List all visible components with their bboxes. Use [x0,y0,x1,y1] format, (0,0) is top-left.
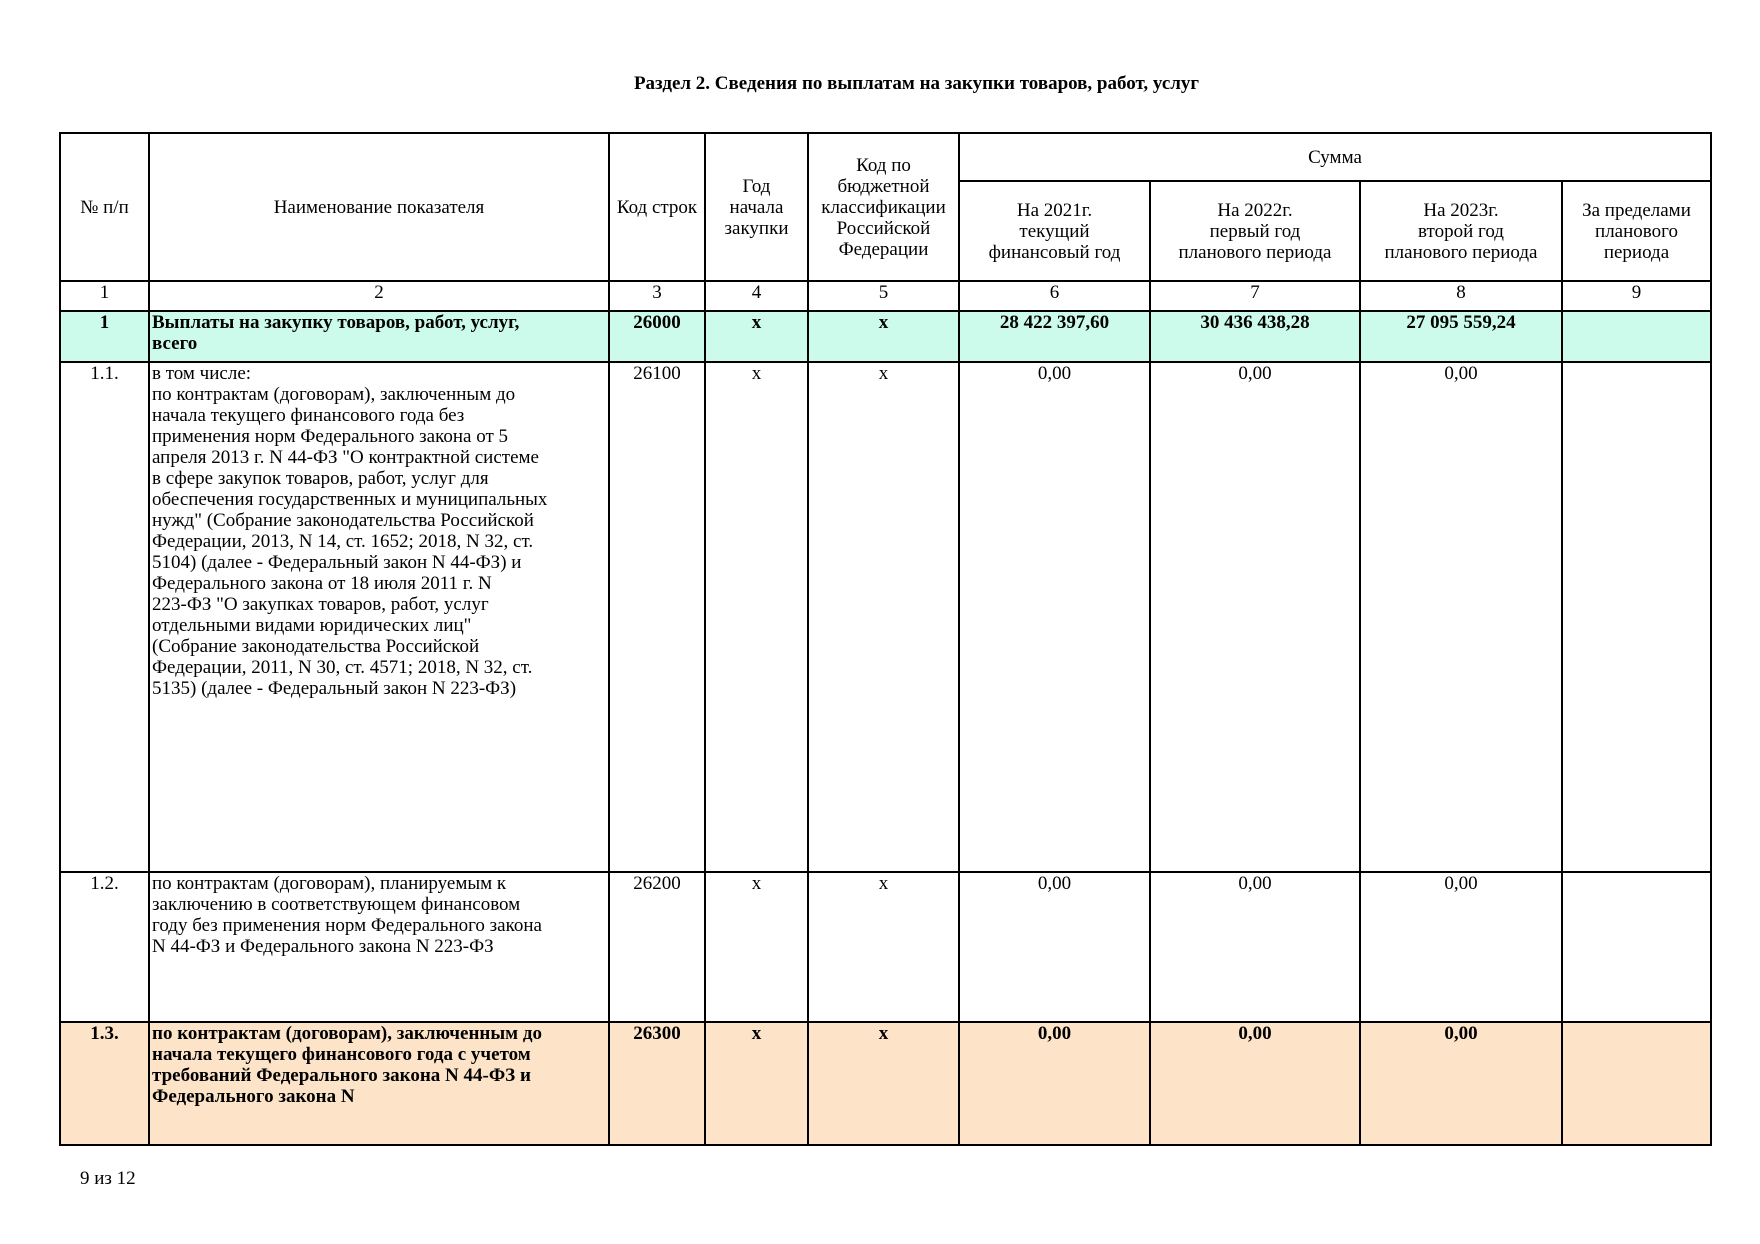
payments-table [59,132,1712,1146]
row-2021: 0,00 [959,362,1150,872]
row-year: x [705,872,808,1022]
row-code: 26100 [609,362,705,872]
table-row-highlight [60,1022,1711,1145]
table-row-total [60,311,1711,362]
row-2023: 0,00 [1360,872,1562,1022]
header-kbk: Код по бюджетной классификации Российской Федерации [808,133,959,281]
row-2022: 0,00 [1150,1022,1360,1145]
col-number: 4 [705,281,808,311]
row-kbk: x [808,362,959,872]
row-num: 1.2. [60,872,149,1022]
row-kbk: x [808,1022,959,1145]
row-year: x [705,362,808,872]
row-2023: 0,00 [1360,1022,1562,1145]
header-code: Код строк [609,133,705,281]
row-2023: 27 095 559,24 [1360,311,1562,362]
col-number: 3 [609,281,705,311]
row-beyond [1562,311,1711,362]
row-2022: 0,00 [1150,362,1360,872]
header-2022: На 2022г. первый год планового периода [1150,181,1360,281]
row-name: по контрактам (договорам), планируемым к заключению в соответствующем финансовом году без применения норм Федерального закона N 44-ФЗ и Федерального закона N 223-ФЗ [149,872,609,1022]
section-title: Раздел 2. Сведения по выплатам на закупки товаров, работ, услуг [633,73,1200,94]
col-number: 8 [1360,281,1562,311]
page-number: 9 из 12 [80,1168,136,1189]
row-code: 26200 [609,872,705,1022]
row-2022: 30 436 438,28 [1150,311,1360,362]
row-code: 26000 [609,311,705,362]
row-name: Выплаты на закупку товаров, работ, услуг, всего [149,311,609,362]
header-2021: На 2021г. текущий финансовый год [959,181,1150,281]
row-name: в том числе: по контрактам (договорам), заключенным до начала текущего финансового года без применения норм Федерального закона от 5 апреля 2013 г. N 44-ФЗ "О контрактной системе в сфере закупок товаров, работ, услуг для обеспечения государственных и муниципальных нужд" (Собрание законодательства Российской Федерации, 2013, N 14, ст. 1652; 2018, N 32, ст. 5104) (далее - Федеральный закон N 44-ФЗ) и Федерального закона от 18 июля 2011 г. N 223-ФЗ "О закупках товаров, работ, услуг отдельными видами юридических лиц" (Собрание законодательства Российской Федерации, 2011, N 30, ст. 4571; 2018, N 32, ст. 5135) (далее - Федеральный закон N 223-ФЗ) [149,362,609,872]
row-num: 1.3. [60,1022,149,1145]
col-number: 1 [60,281,149,311]
row-2021: 28 422 397,60 [959,311,1150,362]
header-name: Наименование показателя [149,133,609,281]
table-row [60,362,1711,872]
table-row [60,872,1711,1022]
row-2021: 0,00 [959,872,1150,1022]
row-code: 26300 [609,1022,705,1145]
header-sum: Сумма [959,133,1711,181]
row-kbk: x [808,311,959,362]
row-beyond [1562,1022,1711,1145]
row-year: x [705,1022,808,1145]
row-name: по контрактам (договорам), заключенным до начала текущего финансового года с учетом требований Федерального закона N 44-ФЗ и Федерального закона N [149,1022,609,1145]
row-beyond [1562,362,1711,872]
row-kbk: x [808,872,959,1022]
col-number: 2 [149,281,609,311]
header-year: Год начала закупки [705,133,808,281]
header-2023: На 2023г. второй год планового периода [1360,181,1562,281]
col-number: 5 [808,281,959,311]
row-2023: 0,00 [1360,362,1562,872]
col-number: 9 [1562,281,1711,311]
header-num: № п/п [60,133,149,281]
row-year: x [705,311,808,362]
row-2022: 0,00 [1150,872,1360,1022]
column-number-row [60,281,1711,311]
col-number: 7 [1150,281,1360,311]
row-num: 1 [60,311,149,362]
row-2021: 0,00 [959,1022,1150,1145]
header-beyond: За пределами планового периода [1562,181,1711,281]
col-number: 6 [959,281,1150,311]
row-num: 1.1. [60,362,149,872]
row-beyond [1562,872,1711,1022]
